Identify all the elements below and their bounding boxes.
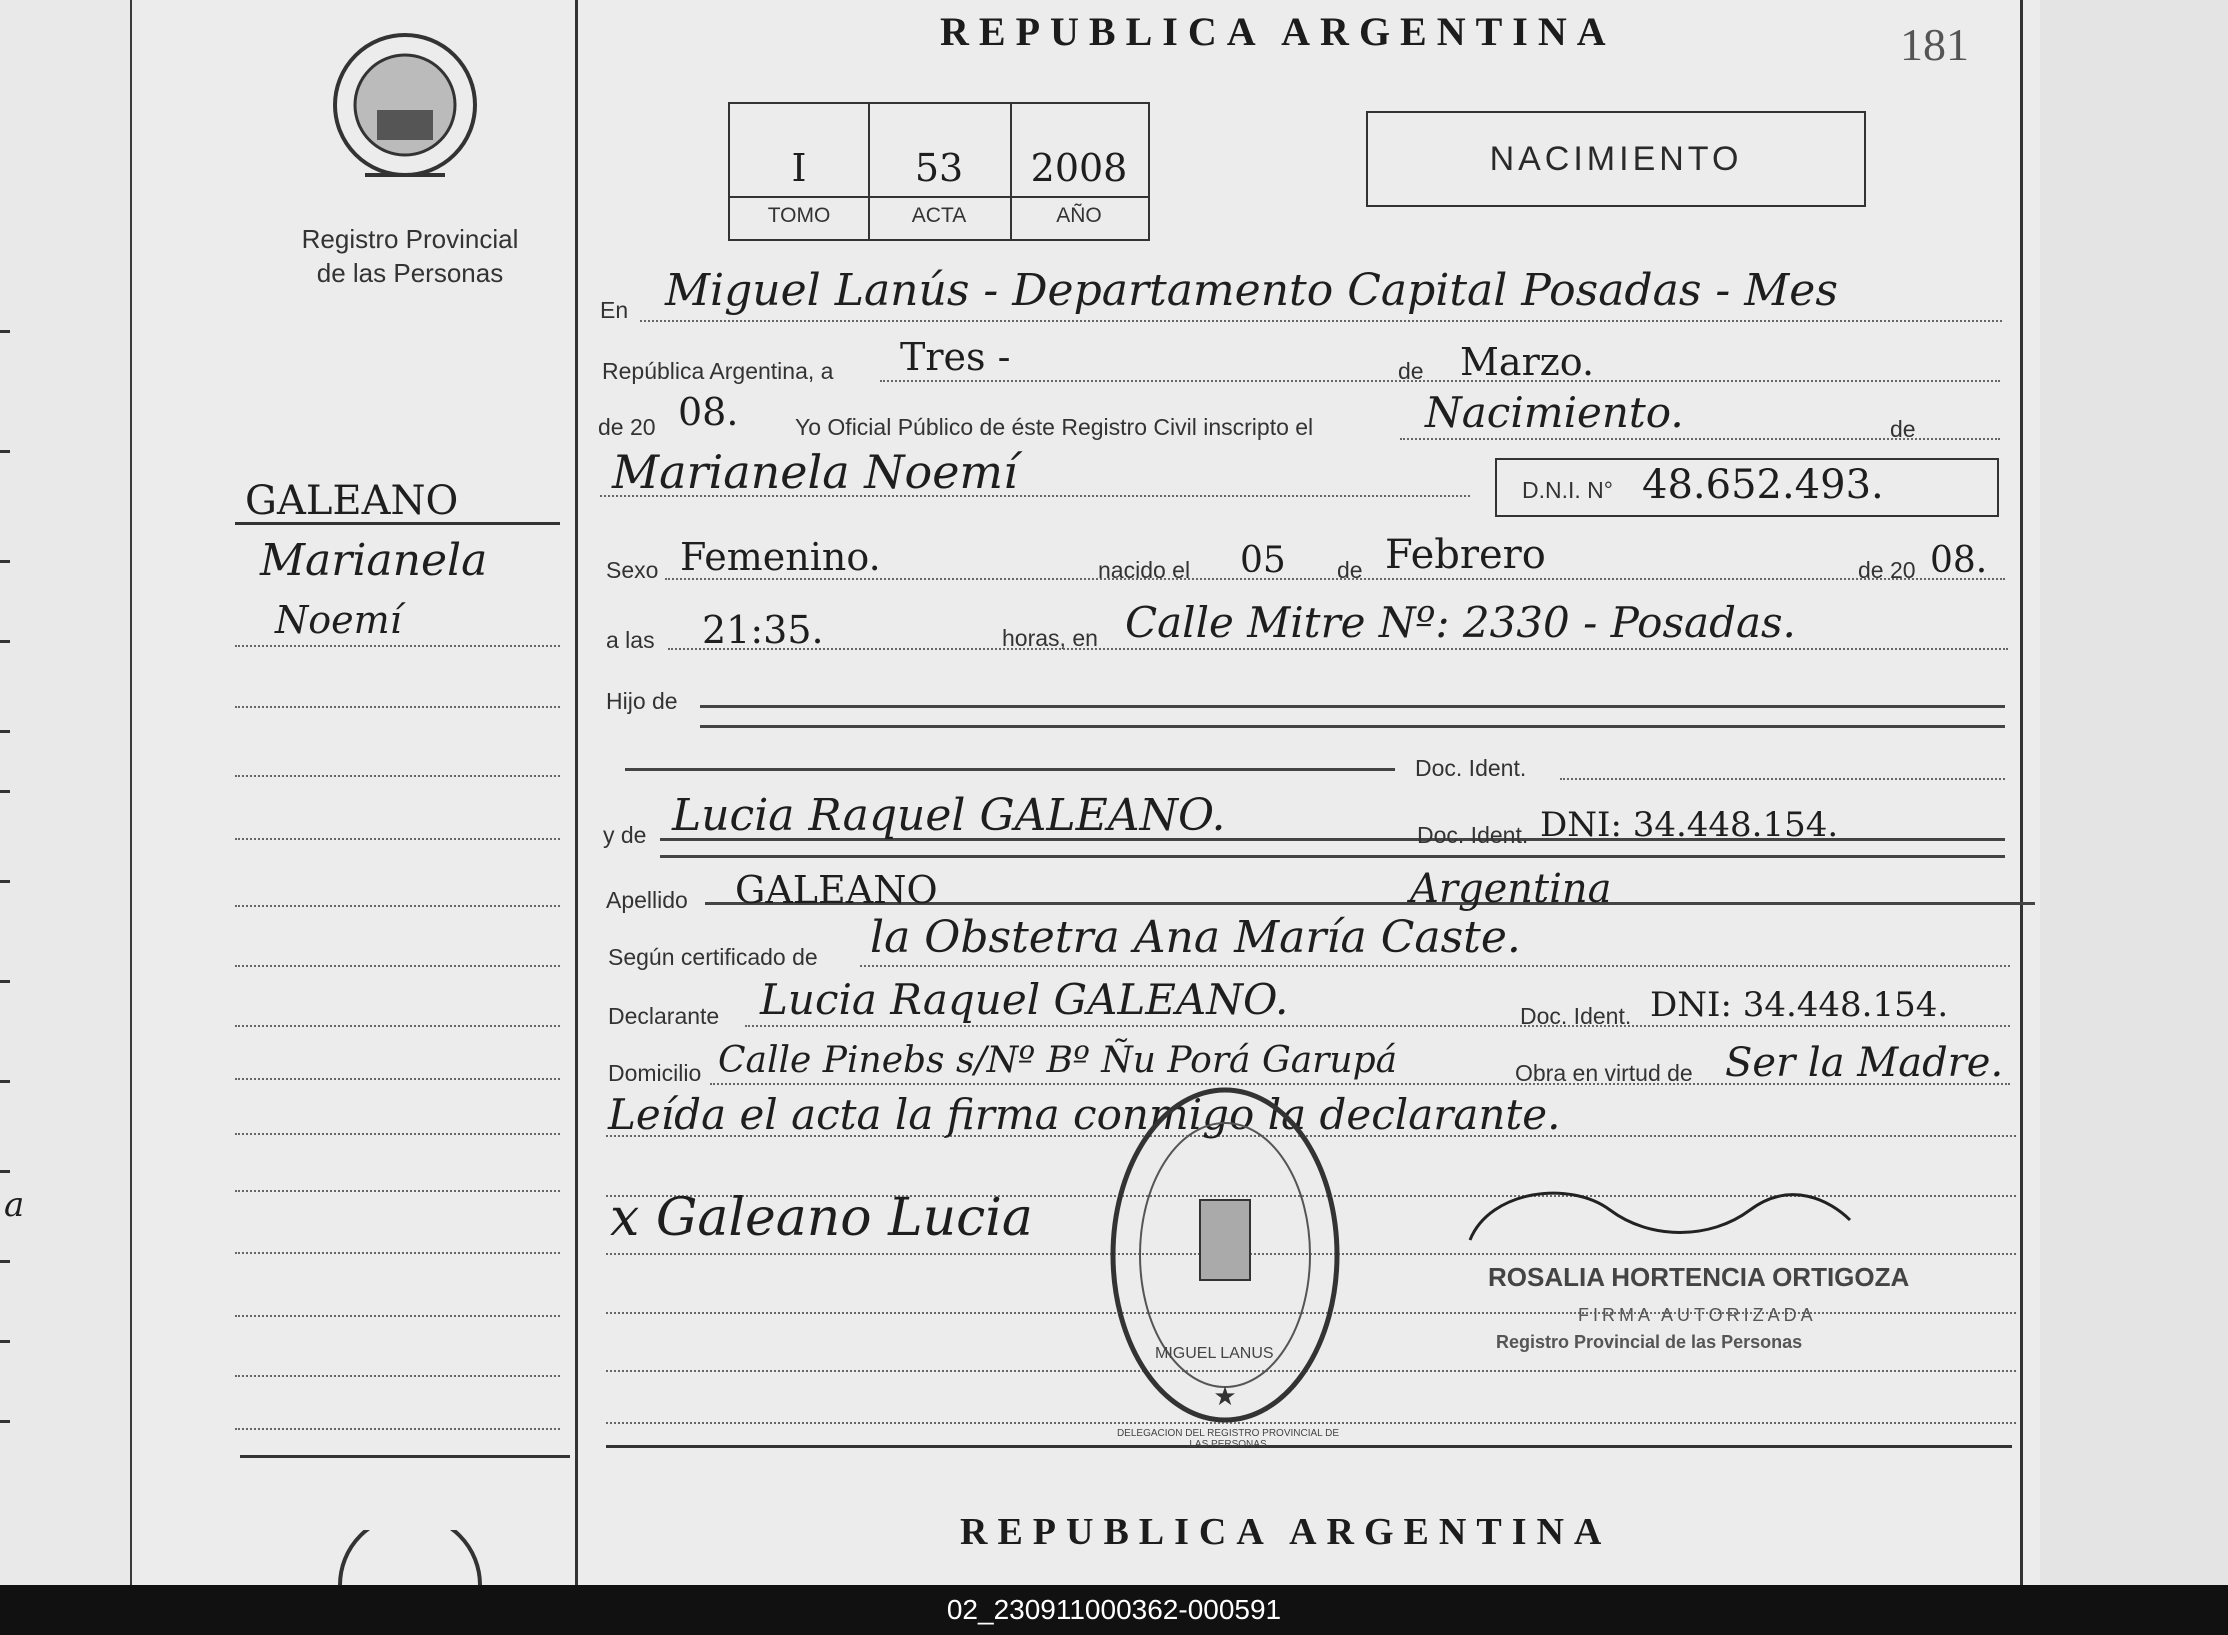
obra-label: Obra en virtud de [1515, 1060, 1693, 1086]
margin-name1: Marianela [260, 535, 488, 586]
record-box [728, 102, 1150, 241]
margin-surname: GALEANO [245, 478, 459, 524]
margin-column [140, 0, 578, 1585]
nacido-label: nacido el [1098, 557, 1191, 583]
name-value: Marianela Noemí [612, 445, 1018, 499]
nacido-de-label: de [1337, 557, 1363, 583]
mother-value: Lucia Raquel GALEANO. [672, 790, 1226, 841]
dni-label: D.N.I. N° [1522, 477, 1613, 503]
doc-ident-label: Doc. Ident. [1415, 755, 1527, 781]
official-name: ROSALIA HORTENCIA ORTIGOZA [1488, 1262, 1910, 1292]
segun-value: la Obstetra Ana María Caste. [870, 912, 1521, 963]
obra-value: Ser la Madre. [1725, 1040, 2004, 1086]
record-type: NACIMIENTO [1366, 111, 1866, 207]
left-page-strip [0, 0, 132, 1585]
hijo-label: Hijo de [606, 688, 678, 714]
oficial-label: Yo Oficial Público de éste Registro Civil inscripto el [795, 414, 1314, 440]
anio-value: 2008 [1030, 146, 1128, 190]
sexo-value: Femenino. [680, 535, 881, 579]
round-seal-inner-text: MIGUEL LANUS [1155, 1345, 1274, 1362]
declarante-signature: x Galeano Lucia [610, 1188, 1033, 1248]
de2008-value: 08. [1930, 540, 1988, 581]
registry-name-line2: de las Personas [316, 258, 504, 288]
year-value: 08. [678, 390, 739, 434]
alas-label: a las [606, 627, 655, 653]
sexo-label: Sexo [606, 557, 659, 583]
right-page-edge [2040, 0, 2228, 1585]
de20-label: de 20 [598, 414, 656, 440]
segun-label: Según certificado de [608, 944, 818, 970]
nationality-value: Argentina [1410, 866, 1612, 912]
margin-name2: Noemí [275, 598, 402, 642]
doc-ident-label-2: Doc. Ident. [1417, 822, 1529, 848]
month-value: Marzo. [1460, 340, 1595, 384]
nacido-month: Febrero [1385, 532, 1546, 578]
yde-label: y de [603, 822, 647, 848]
de-label: de [1398, 358, 1424, 384]
left-fragment-text: a [4, 1185, 25, 1225]
time-value: 21:35. [702, 608, 824, 652]
province-seal-icon [325, 25, 485, 195]
en-value: Miguel Lanús - Departamento Capital Posadas - Mes [665, 265, 1838, 316]
declarante-doc-value: DNI: 34.448.154. [1650, 985, 1949, 1025]
apellido-label: Apellido [606, 887, 688, 913]
tomo-label: TOMO [767, 204, 831, 227]
official-signature-scribble [1450, 1180, 1870, 1260]
delegation-round-seal [1105, 1080, 1345, 1430]
mother-doc-value: DNI: 34.448.154. [1540, 805, 1839, 845]
de2008-label: de 20 [1858, 557, 1916, 583]
leida-value: Leída el acta la firma conmigo la declarante. [608, 1090, 1561, 1139]
svg-text:★: ★ [1213, 1381, 1237, 1411]
domicilio-value: Calle Pinebs s/Nº Bº Ñu Porá Garupá [718, 1040, 1398, 1081]
registry-name-line1: Registro Provincial [301, 224, 519, 254]
official-role: FIRMA AUTORIZADA [1578, 1305, 1817, 1325]
place-value: Calle Mitre Nº: 2330 - Posadas. [1125, 598, 1796, 647]
anio-label: AÑO [1056, 204, 1102, 227]
round-seal-ring-text: DELEGACION DEL REGISTRO PROVINCIAL DE LAS PERSONAS [1116, 1428, 1340, 1450]
de-label-2: de [1890, 416, 1916, 442]
horas-label: horas, en [1002, 625, 1098, 651]
en-label: En [600, 297, 629, 323]
acta-value: 53 [914, 146, 964, 190]
declarante-value: Lucia Raquel GALEANO. [760, 975, 1289, 1024]
official-org: Registro Provincial de las Personas [1496, 1332, 1803, 1352]
day-value: Tres - [900, 335, 1011, 379]
province-seal-bottom-icon [335, 1530, 485, 1585]
acta-label: ACTA [911, 204, 967, 227]
domicilio-label: Domicilio [608, 1060, 702, 1086]
footer-document-title: REPUBLICA ARGENTINA [960, 1511, 1612, 1553]
dni-box [1495, 458, 1999, 517]
declarante-label: Declarante [608, 1003, 720, 1029]
document-title: REPUBLICA ARGENTINA [940, 9, 1616, 54]
inscripto-value: Nacimiento. [1425, 388, 1684, 437]
doc-ident-label-3: Doc. Ident. [1520, 1003, 1632, 1029]
dni-value: 48.652.493. [1642, 462, 1884, 508]
page-number: 181 [1900, 19, 1969, 70]
file-id-bar: 02_230911000362-000591 [0, 1585, 2228, 1635]
nacido-day: 05 [1240, 540, 1286, 581]
tomo-value: I [791, 146, 807, 190]
republica-label: República Argentina, a [602, 358, 834, 384]
apellido-value: GALEANO [735, 868, 938, 912]
